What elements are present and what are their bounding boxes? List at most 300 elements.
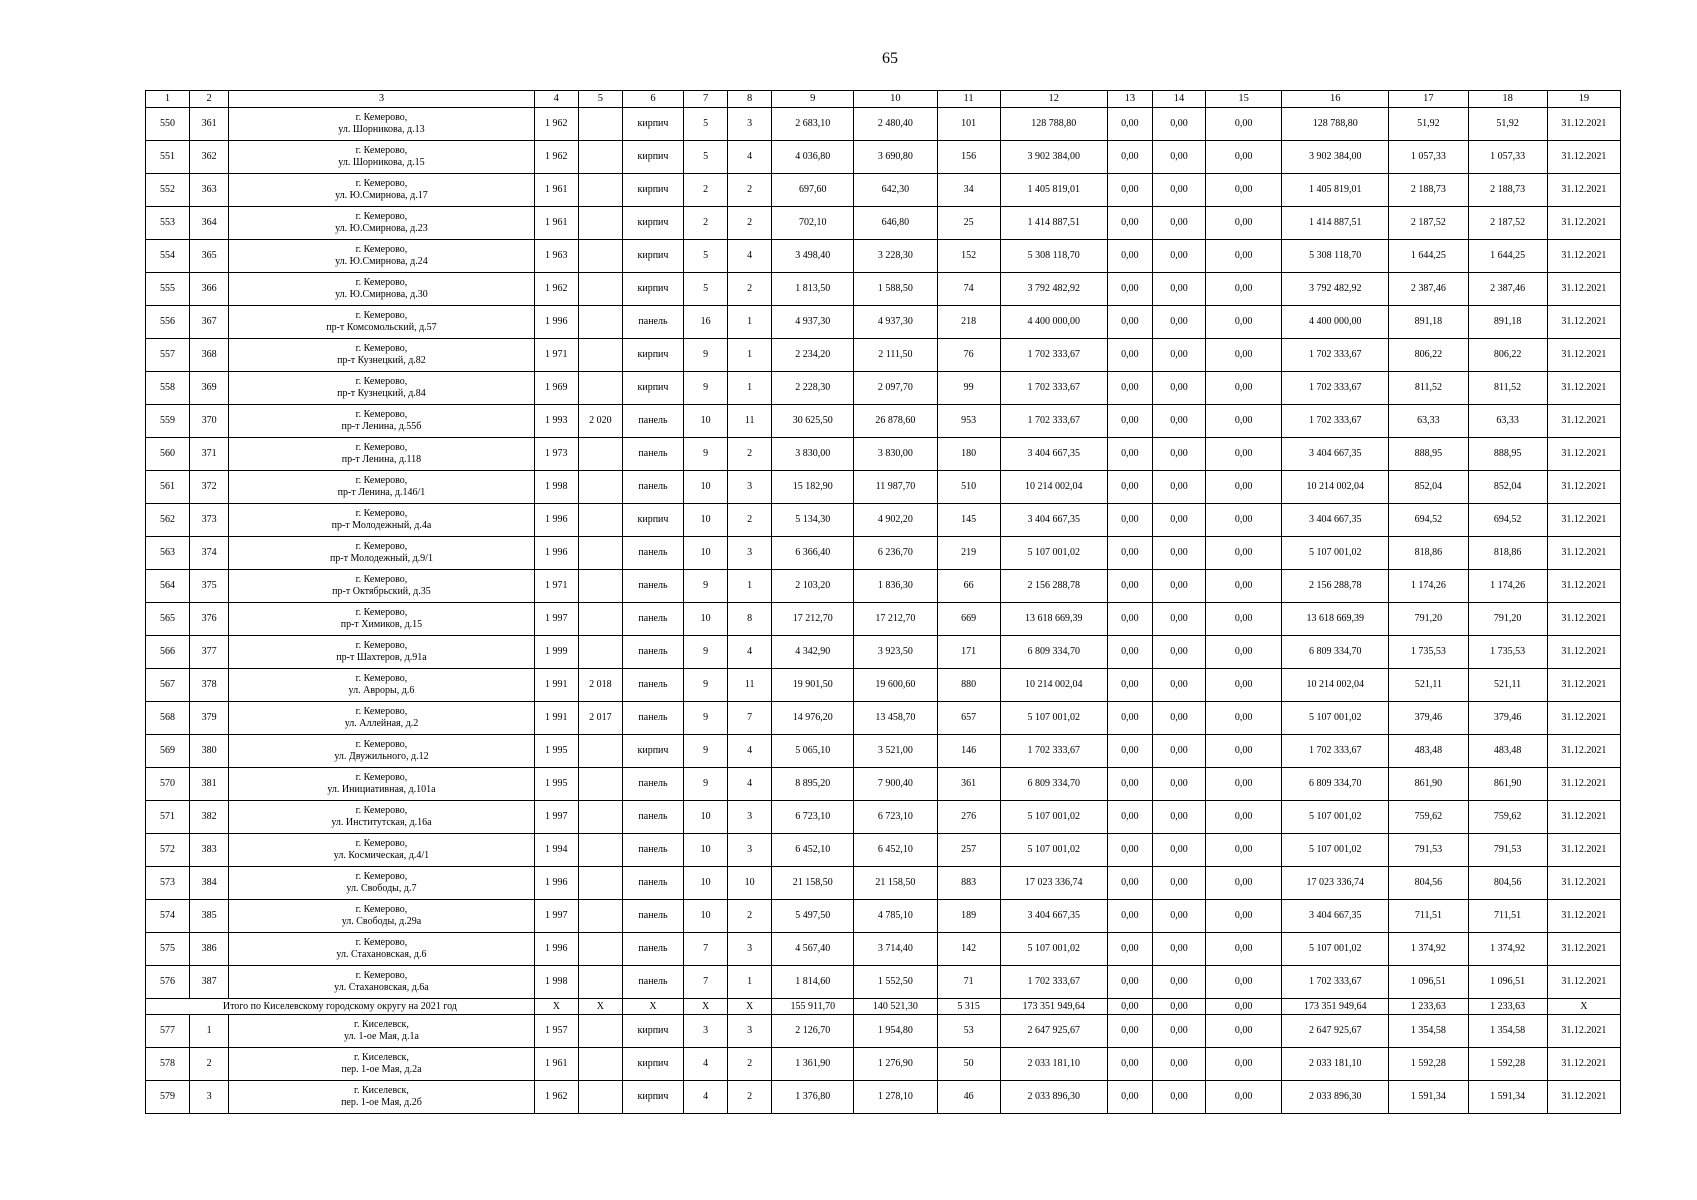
unit-cost-cell: 1 057,33 xyxy=(1389,141,1468,174)
regional-operator-cost-cell: 1 702 333,67 xyxy=(1282,966,1389,999)
entrances-cell: 11 xyxy=(728,669,772,702)
fund-cost-cell: 0,00 xyxy=(1107,108,1152,141)
total-cost-cell: 5 107 001,02 xyxy=(1000,801,1107,834)
living-area-cell: 6 452,10 xyxy=(854,834,937,867)
fund-cost-cell: 0,00 xyxy=(1107,966,1152,999)
year-built-cell: 1 993 xyxy=(534,405,578,438)
table-row xyxy=(146,471,1621,504)
deadline-cell: 31.12.2021 xyxy=(1547,471,1620,504)
total-area-cell: 3 498,40 xyxy=(772,240,854,273)
deadline-cell: 31.12.2021 xyxy=(1547,372,1620,405)
year-commissioned-cell xyxy=(578,306,622,339)
entrances-cell: 1 xyxy=(728,306,772,339)
total-area-cell: 17 212,70 xyxy=(772,603,854,636)
address-street: ул. 1-ое Мая, д.1а xyxy=(344,1031,419,1042)
address-city: г. Кемерово, xyxy=(355,937,408,948)
total-cost-cell: 128 788,80 xyxy=(1000,108,1107,141)
total-cost-cell: 2 647 925,67 xyxy=(1000,1015,1107,1048)
total-area-cell: 697,60 xyxy=(772,174,854,207)
year-built-cell: 1 998 xyxy=(534,966,578,999)
deadline-cell: 31.12.2021 xyxy=(1547,603,1620,636)
page-number: 65 xyxy=(882,50,898,67)
living-area-cell: 3 714,40 xyxy=(854,933,937,966)
entrances-cell: 2 xyxy=(728,504,772,537)
row-number-cell: 579 xyxy=(146,1081,190,1114)
total-area-cell: 4 937,30 xyxy=(772,306,854,339)
residents-cell: 74 xyxy=(937,273,1000,306)
year-commissioned-cell xyxy=(578,174,622,207)
total-cost-cell: 6 809 334,70 xyxy=(1000,636,1107,669)
row-number-cell: 551 xyxy=(146,141,190,174)
row-number-cell: 557 xyxy=(146,339,190,372)
regional-operator-cost-cell: 17 023 336,74 xyxy=(1282,867,1389,900)
total-cost-cell: 3 404 667,35 xyxy=(1000,504,1107,537)
column-number-cell: 14 xyxy=(1152,91,1205,108)
wall-material-cell: кирпич xyxy=(622,141,683,174)
address-street: ул. Свободы, д.7 xyxy=(346,883,417,894)
column-number-cell: 16 xyxy=(1282,91,1389,108)
total-cost-cell: 2 156 288,78 xyxy=(1000,570,1107,603)
regional-operator-cost-cell: 3 902 384,00 xyxy=(1282,141,1389,174)
wall-material-cell: панель xyxy=(622,933,683,966)
owner-cost-cell: 0,00 xyxy=(1206,207,1282,240)
budget-cost-cell: 0,00 xyxy=(1152,867,1205,900)
total-cost-cell: 5 107 001,02 xyxy=(1000,933,1107,966)
entrances-cell: 4 xyxy=(728,240,772,273)
residents-cell: 257 xyxy=(937,834,1000,867)
address-cell xyxy=(229,405,535,438)
fund-cost-cell: 0,00 xyxy=(1107,1048,1152,1081)
unit-cost-cell: 51,92 xyxy=(1389,108,1468,141)
row-number-cell: 576 xyxy=(146,966,190,999)
address-street: пр-т Ленина, д.118 xyxy=(341,454,422,465)
address-cell xyxy=(229,636,535,669)
max-unit-cost-cell: 806,22 xyxy=(1468,339,1547,372)
floors-cell: 9 xyxy=(684,438,728,471)
table-row xyxy=(146,306,1621,339)
total-cost-cell: 1 702 333,67 xyxy=(1000,966,1107,999)
living-area-cell: 3 690,80 xyxy=(854,141,937,174)
entrances-cell: 8 xyxy=(728,603,772,636)
total-area-cell: 6 723,10 xyxy=(772,801,854,834)
address-street: пр-т Ленина, д.55б xyxy=(341,421,422,432)
total-value-cell: X xyxy=(1547,999,1620,1015)
total-area-cell: 6 366,40 xyxy=(772,537,854,570)
column-number-cell: 19 xyxy=(1547,91,1620,108)
living-area-cell: 26 878,60 xyxy=(854,405,937,438)
unit-cost-cell: 1 644,25 xyxy=(1389,240,1468,273)
floors-cell: 9 xyxy=(684,636,728,669)
object-number-cell: 363 xyxy=(190,174,229,207)
year-built-cell: 1 994 xyxy=(534,834,578,867)
owner-cost-cell: 0,00 xyxy=(1206,1015,1282,1048)
table-row xyxy=(146,966,1621,999)
address-city: г. Кемерово, xyxy=(355,739,408,750)
row-number-cell: 568 xyxy=(146,702,190,735)
total-cost-cell: 1 702 333,67 xyxy=(1000,405,1107,438)
unit-cost-cell: 483,48 xyxy=(1389,735,1468,768)
owner-cost-cell: 0,00 xyxy=(1206,735,1282,768)
total-area-cell: 5 134,30 xyxy=(772,504,854,537)
year-commissioned-cell xyxy=(578,768,622,801)
table-row xyxy=(146,537,1621,570)
unit-cost-cell: 791,20 xyxy=(1389,603,1468,636)
residents-cell: 66 xyxy=(937,570,1000,603)
address-city: г. Кемерово, xyxy=(355,409,408,420)
object-number-cell: 376 xyxy=(190,603,229,636)
max-unit-cost-cell: 1 174,26 xyxy=(1468,570,1547,603)
fund-cost-cell: 0,00 xyxy=(1107,537,1152,570)
entrances-cell: 3 xyxy=(728,537,772,570)
wall-material-cell: кирпич xyxy=(622,372,683,405)
address-cell xyxy=(229,339,535,372)
table-row xyxy=(146,768,1621,801)
total-area-cell: 4 036,80 xyxy=(772,141,854,174)
max-unit-cost-cell: 1 644,25 xyxy=(1468,240,1547,273)
total-cost-cell: 1 405 819,01 xyxy=(1000,174,1107,207)
budget-cost-cell: 0,00 xyxy=(1152,768,1205,801)
address-street: ул. Свободы, д.29а xyxy=(341,916,422,927)
year-commissioned-cell xyxy=(578,966,622,999)
unit-cost-cell: 694,52 xyxy=(1389,504,1468,537)
year-built-cell: 1 996 xyxy=(534,867,578,900)
address-city: г. Кемерово, xyxy=(355,112,408,123)
wall-material-cell: кирпич xyxy=(622,174,683,207)
owner-cost-cell: 0,00 xyxy=(1206,900,1282,933)
table-row xyxy=(146,339,1621,372)
year-built-cell: 1 973 xyxy=(534,438,578,471)
address-city: г. Киселевск, xyxy=(354,1085,409,1096)
budget-cost-cell: 0,00 xyxy=(1152,438,1205,471)
budget-cost-cell: 0,00 xyxy=(1152,1048,1205,1081)
address-street: пр-т Шахтеров, д.91а xyxy=(336,652,427,663)
year-built-cell: 1 961 xyxy=(534,174,578,207)
address-street: пр-т Молодежный, д.9/1 xyxy=(329,553,433,564)
total-area-cell: 5 497,50 xyxy=(772,900,854,933)
deadline-cell: 31.12.2021 xyxy=(1547,108,1620,141)
address-street: ул. Космическая, д.4/1 xyxy=(333,850,430,861)
row-number-cell: 573 xyxy=(146,867,190,900)
address-street: ул. Ю.Смирнова, д.24 xyxy=(335,256,428,267)
year-built-cell: 1 991 xyxy=(534,702,578,735)
deadline-cell: 31.12.2021 xyxy=(1547,174,1620,207)
budget-cost-cell: 0,00 xyxy=(1152,108,1205,141)
entrances-cell: 7 xyxy=(728,702,772,735)
deadline-cell: 31.12.2021 xyxy=(1547,834,1620,867)
unit-cost-cell: 1 735,53 xyxy=(1389,636,1468,669)
wall-material-cell: панель xyxy=(622,636,683,669)
total-label-cell: Итого по Киселевскому городскому округу на 2021 год xyxy=(146,999,535,1015)
unit-cost-cell: 759,62 xyxy=(1389,801,1468,834)
table-row xyxy=(146,603,1621,636)
regional-operator-cost-cell: 5 107 001,02 xyxy=(1282,933,1389,966)
floors-cell: 9 xyxy=(684,768,728,801)
living-area-cell: 3 923,50 xyxy=(854,636,937,669)
deadline-cell: 31.12.2021 xyxy=(1547,537,1620,570)
unit-cost-cell: 891,18 xyxy=(1389,306,1468,339)
year-built-cell: 1 962 xyxy=(534,1081,578,1114)
regional-operator-cost-cell: 13 618 669,39 xyxy=(1282,603,1389,636)
column-number-cell: 17 xyxy=(1389,91,1468,108)
column-number-cell: 7 xyxy=(684,91,728,108)
residents-cell: 146 xyxy=(937,735,1000,768)
residents-cell: 142 xyxy=(937,933,1000,966)
column-number-cell: 18 xyxy=(1468,91,1547,108)
address-city: г. Кемерово, xyxy=(355,772,408,783)
year-built-cell: 1 996 xyxy=(534,306,578,339)
address-street: ул. Авроры, д.6 xyxy=(348,685,415,696)
living-area-cell: 2 480,40 xyxy=(854,108,937,141)
living-area-cell: 17 212,70 xyxy=(854,603,937,636)
row-number-cell: 564 xyxy=(146,570,190,603)
floors-cell: 10 xyxy=(684,471,728,504)
max-unit-cost-cell: 791,53 xyxy=(1468,834,1547,867)
residents-cell: 145 xyxy=(937,504,1000,537)
object-number-cell: 370 xyxy=(190,405,229,438)
year-commissioned-cell: 2 020 xyxy=(578,405,622,438)
floors-cell: 3 xyxy=(684,1015,728,1048)
unit-cost-cell: 791,53 xyxy=(1389,834,1468,867)
table-row xyxy=(146,108,1621,141)
floors-cell: 16 xyxy=(684,306,728,339)
owner-cost-cell: 0,00 xyxy=(1206,966,1282,999)
object-number-cell: 378 xyxy=(190,669,229,702)
row-number-cell: 558 xyxy=(146,372,190,405)
budget-cost-cell: 0,00 xyxy=(1152,702,1205,735)
fund-cost-cell: 0,00 xyxy=(1107,669,1152,702)
year-commissioned-cell xyxy=(578,273,622,306)
fund-cost-cell: 0,00 xyxy=(1107,735,1152,768)
wall-material-cell: кирпич xyxy=(622,1048,683,1081)
row-number-cell: 550 xyxy=(146,108,190,141)
owner-cost-cell: 0,00 xyxy=(1206,570,1282,603)
max-unit-cost-cell: 888,95 xyxy=(1468,438,1547,471)
entrances-cell: 2 xyxy=(728,207,772,240)
address-cell xyxy=(229,834,535,867)
floors-cell: 10 xyxy=(684,537,728,570)
fund-cost-cell: 0,00 xyxy=(1107,1015,1152,1048)
object-number-cell: 387 xyxy=(190,966,229,999)
deadline-cell: 31.12.2021 xyxy=(1547,900,1620,933)
owner-cost-cell: 0,00 xyxy=(1206,933,1282,966)
entrances-cell: 1 xyxy=(728,339,772,372)
max-unit-cost-cell: 759,62 xyxy=(1468,801,1547,834)
table-row xyxy=(146,372,1621,405)
year-commissioned-cell xyxy=(578,339,622,372)
total-value-cell: X xyxy=(622,999,683,1015)
address-cell xyxy=(229,702,535,735)
max-unit-cost-cell: 1 057,33 xyxy=(1468,141,1547,174)
budget-cost-cell: 0,00 xyxy=(1152,174,1205,207)
deadline-cell: 31.12.2021 xyxy=(1547,1048,1620,1081)
floors-cell: 10 xyxy=(684,504,728,537)
object-number-cell: 362 xyxy=(190,141,229,174)
year-commissioned-cell xyxy=(578,570,622,603)
address-cell xyxy=(229,537,535,570)
total-area-cell: 6 452,10 xyxy=(772,834,854,867)
deadline-cell: 31.12.2021 xyxy=(1547,933,1620,966)
unit-cost-cell: 63,33 xyxy=(1389,405,1468,438)
owner-cost-cell: 0,00 xyxy=(1206,504,1282,537)
object-number-cell: 372 xyxy=(190,471,229,504)
address-street: пр-т Октябрьский, д.35 xyxy=(332,586,431,597)
row-number-cell: 577 xyxy=(146,1015,190,1048)
entrances-cell: 2 xyxy=(728,273,772,306)
total-area-cell: 1 813,50 xyxy=(772,273,854,306)
regional-operator-cost-cell: 1 702 333,67 xyxy=(1282,372,1389,405)
table-row xyxy=(146,1081,1621,1114)
budget-cost-cell: 0,00 xyxy=(1152,603,1205,636)
year-built-cell: 1 961 xyxy=(534,1048,578,1081)
total-cost-cell: 10 214 002,04 xyxy=(1000,669,1107,702)
budget-cost-cell: 0,00 xyxy=(1152,207,1205,240)
row-number-cell: 553 xyxy=(146,207,190,240)
object-number-cell: 373 xyxy=(190,504,229,537)
object-number-cell: 380 xyxy=(190,735,229,768)
year-built-cell: 1 963 xyxy=(534,240,578,273)
budget-cost-cell: 0,00 xyxy=(1152,339,1205,372)
floors-cell: 9 xyxy=(684,702,728,735)
owner-cost-cell: 0,00 xyxy=(1206,537,1282,570)
address-cell xyxy=(229,1015,535,1048)
address-cell xyxy=(229,1081,535,1114)
year-commissioned-cell xyxy=(578,372,622,405)
living-area-cell: 3 228,30 xyxy=(854,240,937,273)
floors-cell: 4 xyxy=(684,1048,728,1081)
total-value-cell: 0,00 xyxy=(1107,999,1152,1015)
column-number-cell: 1 xyxy=(146,91,190,108)
regional-operator-cost-cell: 1 702 333,67 xyxy=(1282,405,1389,438)
address-street: ул. Институтская, д.16а xyxy=(331,817,432,828)
total-cost-cell: 3 792 482,92 xyxy=(1000,273,1107,306)
max-unit-cost-cell: 891,18 xyxy=(1468,306,1547,339)
year-built-cell: 1 995 xyxy=(534,735,578,768)
residents-cell: 25 xyxy=(937,207,1000,240)
total-value-cell: X xyxy=(728,999,772,1015)
total-area-cell: 30 625,50 xyxy=(772,405,854,438)
living-area-cell: 1 836,30 xyxy=(854,570,937,603)
year-commissioned-cell xyxy=(578,240,622,273)
owner-cost-cell: 0,00 xyxy=(1206,702,1282,735)
floors-cell: 9 xyxy=(684,339,728,372)
residents-cell: 171 xyxy=(937,636,1000,669)
deadline-cell: 31.12.2021 xyxy=(1547,768,1620,801)
owner-cost-cell: 0,00 xyxy=(1206,1048,1282,1081)
row-number-cell: 552 xyxy=(146,174,190,207)
wall-material-cell: панель xyxy=(622,768,683,801)
floors-cell: 2 xyxy=(684,207,728,240)
entrances-cell: 11 xyxy=(728,405,772,438)
living-area-cell: 4 785,10 xyxy=(854,900,937,933)
residents-cell: 34 xyxy=(937,174,1000,207)
floors-cell: 9 xyxy=(684,669,728,702)
table-row xyxy=(146,669,1621,702)
total-row xyxy=(146,999,1621,1015)
year-built-cell: 1 962 xyxy=(534,273,578,306)
year-commissioned-cell xyxy=(578,1081,622,1114)
wall-material-cell: панель xyxy=(622,867,683,900)
column-number-cell: 13 xyxy=(1107,91,1152,108)
owner-cost-cell: 0,00 xyxy=(1206,240,1282,273)
deadline-cell: 31.12.2021 xyxy=(1547,1081,1620,1114)
total-value-cell: 140 521,30 xyxy=(854,999,937,1015)
address-cell xyxy=(229,141,535,174)
row-number-cell: 578 xyxy=(146,1048,190,1081)
housing-register-table xyxy=(145,90,1621,1114)
year-commissioned-cell xyxy=(578,504,622,537)
row-number-cell: 574 xyxy=(146,900,190,933)
unit-cost-cell: 379,46 xyxy=(1389,702,1468,735)
entrances-cell: 4 xyxy=(728,141,772,174)
table-row xyxy=(146,735,1621,768)
residents-cell: 276 xyxy=(937,801,1000,834)
total-area-cell: 2 683,10 xyxy=(772,108,854,141)
regional-operator-cost-cell: 2 156 288,78 xyxy=(1282,570,1389,603)
owner-cost-cell: 0,00 xyxy=(1206,636,1282,669)
living-area-cell: 4 902,20 xyxy=(854,504,937,537)
object-number-cell: 371 xyxy=(190,438,229,471)
address-cell xyxy=(229,900,535,933)
budget-cost-cell: 0,00 xyxy=(1152,240,1205,273)
address-street: ул. Инициативная, д.101а xyxy=(327,784,436,795)
total-cost-cell: 6 809 334,70 xyxy=(1000,768,1107,801)
residents-cell: 218 xyxy=(937,306,1000,339)
row-number-cell: 561 xyxy=(146,471,190,504)
owner-cost-cell: 0,00 xyxy=(1206,603,1282,636)
wall-material-cell: кирпич xyxy=(622,735,683,768)
budget-cost-cell: 0,00 xyxy=(1152,1015,1205,1048)
row-number-cell: 572 xyxy=(146,834,190,867)
total-cost-cell: 1 702 333,67 xyxy=(1000,372,1107,405)
address-street: пр-т Ленина, д.146/1 xyxy=(337,487,426,498)
owner-cost-cell: 0,00 xyxy=(1206,1081,1282,1114)
total-value-cell: 155 911,70 xyxy=(772,999,854,1015)
address-city: г. Кемерово, xyxy=(355,277,408,288)
table-row xyxy=(146,867,1621,900)
living-area-cell: 2 097,70 xyxy=(854,372,937,405)
year-commissioned-cell xyxy=(578,735,622,768)
budget-cost-cell: 0,00 xyxy=(1152,933,1205,966)
deadline-cell: 31.12.2021 xyxy=(1547,141,1620,174)
floors-cell: 9 xyxy=(684,735,728,768)
budget-cost-cell: 0,00 xyxy=(1152,1081,1205,1114)
year-built-cell: 1 996 xyxy=(534,537,578,570)
fund-cost-cell: 0,00 xyxy=(1107,834,1152,867)
address-street: ул. Ю.Смирнова, д.30 xyxy=(335,289,428,300)
deadline-cell: 31.12.2021 xyxy=(1547,669,1620,702)
living-area-cell: 1 278,10 xyxy=(854,1081,937,1114)
year-commissioned-cell xyxy=(578,900,622,933)
year-built-cell: 1 998 xyxy=(534,471,578,504)
object-number-cell: 386 xyxy=(190,933,229,966)
address-cell xyxy=(229,174,535,207)
deadline-cell: 31.12.2021 xyxy=(1547,438,1620,471)
max-unit-cost-cell: 1 735,53 xyxy=(1468,636,1547,669)
fund-cost-cell: 0,00 xyxy=(1107,141,1152,174)
fund-cost-cell: 0,00 xyxy=(1107,174,1152,207)
address-cell xyxy=(229,108,535,141)
table-row xyxy=(146,174,1621,207)
living-area-cell: 3 521,00 xyxy=(854,735,937,768)
deadline-cell: 31.12.2021 xyxy=(1547,207,1620,240)
residents-cell: 880 xyxy=(937,669,1000,702)
wall-material-cell: панель xyxy=(622,900,683,933)
unit-cost-cell: 521,11 xyxy=(1389,669,1468,702)
total-area-cell: 4 567,40 xyxy=(772,933,854,966)
fund-cost-cell: 0,00 xyxy=(1107,636,1152,669)
address-street: ул. Ю.Смирнова, д.23 xyxy=(335,223,428,234)
total-area-cell: 3 830,00 xyxy=(772,438,854,471)
